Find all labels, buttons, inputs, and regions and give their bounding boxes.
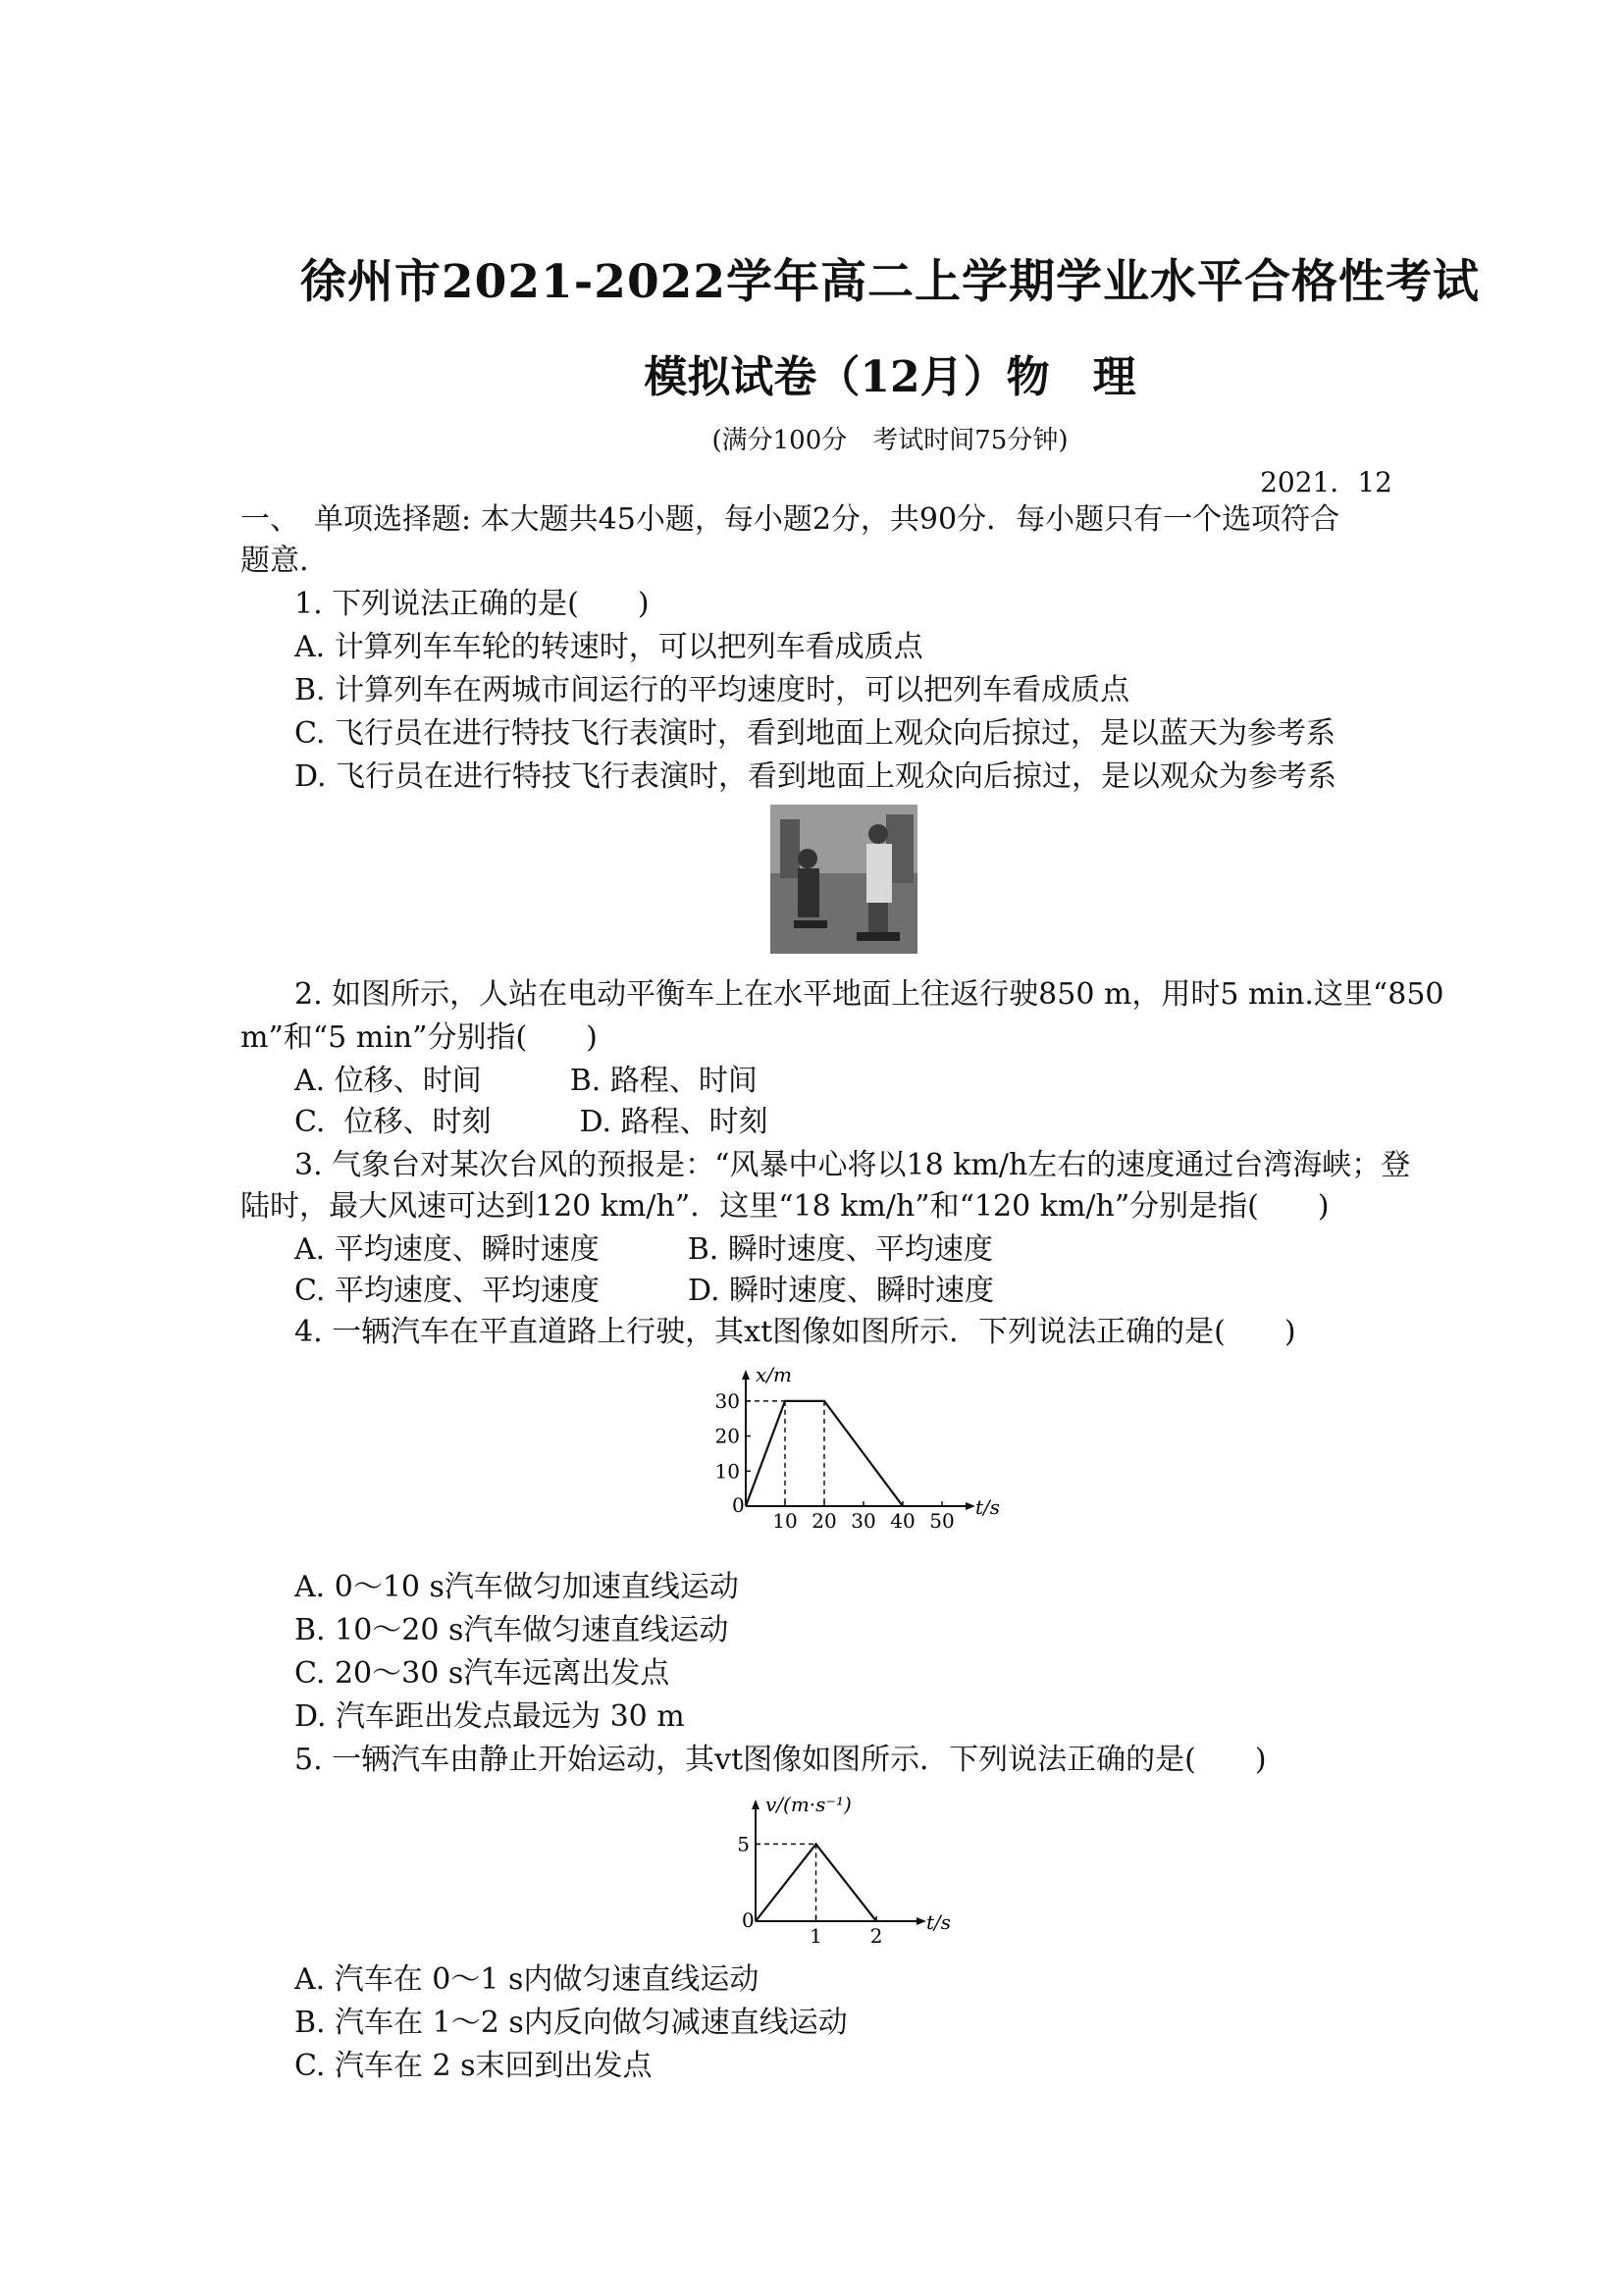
y-axis-label: x/m: [756, 1363, 792, 1386]
vt-graph: [731, 1784, 957, 1951]
q3-options-ab: A. 平均速度、瞬时速度 B. 瞬时速度、平均速度: [294, 1232, 993, 1267]
x-tick-label: 1: [810, 1924, 822, 1948]
q3-options-cd: C. 平均速度、平均速度 D. 瞬时速度、瞬时速度: [294, 1274, 995, 1308]
y-axis-arrow: [742, 1370, 750, 1380]
origin-label: 0: [742, 1908, 755, 1932]
q4-stem: 4. 一辆汽车在平直道路上行驶，其xt图像如图所示．下列说法正确的是( ): [294, 1315, 1296, 1349]
exam-subject-title: 模拟试卷（12月）物 理: [644, 352, 1136, 402]
x-tick-label: 30: [851, 1509, 876, 1533]
x-tick-label: 20: [812, 1509, 837, 1533]
y-tick-label: 10: [714, 1459, 740, 1484]
q2-stem-cont: m”和“5 min”分别指( ): [240, 1020, 598, 1055]
y-axis-arrow: [752, 1800, 759, 1809]
q4-option-c: C. 20～30 s汽车远离出发点: [294, 1656, 670, 1691]
q3-stem-cont: 陆时，最大风速可达到120 km/h”．这里“18 km/h”和“120 km/h”分别是指( ): [240, 1189, 1330, 1224]
q1-option-a: A. 计算列车车轮的转速时，可以把列车看成质点: [294, 630, 923, 664]
q5-option-b: B. 汽车在 1～2 s内反向做匀减速直线运动: [294, 2006, 848, 2040]
xt-graph: [707, 1359, 1001, 1555]
exam-date: 2021．12: [1260, 466, 1392, 498]
q1-option-b: B. 计算列车在两城市间运行的平均速度时，可以把列车看成质点: [294, 673, 1130, 707]
x-tick-label: 50: [929, 1509, 955, 1533]
x-axis-arrow: [966, 1502, 975, 1510]
q4-option-b: B. 10～20 s汽车做匀速直线运动: [294, 1613, 729, 1647]
x-axis-label: t/s: [975, 1495, 1001, 1519]
origin-label: 0: [732, 1493, 745, 1517]
section-heading: 一、 单项选择题: 本大题共45小题，每小题2分，共90分．每小题只有一个选项符合: [240, 502, 1340, 537]
q1-option-d: D. 飞行员在进行特技飞行表演时，看到地面上观众向后掠过，是以观众为参考系: [294, 759, 1337, 794]
q3-stem: 3. 气象台对某次台风的预报是：“风暴中心将以18 km/h左右的速度通过台湾海峡；登: [294, 1148, 1411, 1182]
q4-option-d: D. 汽车距出发点最远为 30 m: [294, 1699, 685, 1734]
exam-info: (满分100分 考试时间75分钟): [711, 426, 1069, 455]
y-tick-label: 5: [737, 1832, 750, 1856]
q2-options-cd: C. 位移、时刻 D. 路程、时刻: [294, 1105, 768, 1139]
x-tick-label: 2: [869, 1924, 883, 1948]
q1-stem: 1. 下列说法正确的是( ): [294, 587, 650, 621]
q5-stem: 5. 一辆汽车由静止开始运动，其vt图像如图所示．下列说法正确的是( ): [294, 1743, 1267, 1777]
x-tick-label: 10: [772, 1509, 798, 1533]
x-axis-label: t/s: [926, 1910, 952, 1934]
q2-stem: 2. 如图所示，人站在电动平衡车上在水平地面上往返行驶850 m，用时5 min.这里“850: [294, 977, 1444, 1012]
y-axis-label: v/(m·s⁻¹): [765, 1793, 852, 1816]
q1-option-c: C. 飞行员在进行特技飞行表演时，看到地面上观众向后掠过，是以蓝天为参考系: [294, 716, 1335, 751]
balance-scooter-photo: [770, 805, 917, 954]
y-tick-label: 30: [714, 1388, 740, 1413]
exam-title: 徐州市2021-2022学年高二上学期学业水平合格性考试: [299, 255, 1481, 309]
q2-options-ab: A. 位移、时间 B. 路程、时间: [294, 1064, 758, 1098]
section-heading-cont: 题意.: [240, 544, 309, 578]
q5-option-a: A. 汽车在 0～1 s内做匀速直线运动: [294, 1962, 759, 1997]
x-tick-label: 40: [890, 1509, 916, 1533]
y-tick-label: 20: [714, 1424, 740, 1448]
x-axis-arrow: [916, 1917, 926, 1925]
q5-option-c: C. 汽车在 2 s末回到出发点: [294, 2049, 653, 2083]
q4-option-a: A. 0～10 s汽车做匀加速直线运动: [294, 1570, 739, 1604]
